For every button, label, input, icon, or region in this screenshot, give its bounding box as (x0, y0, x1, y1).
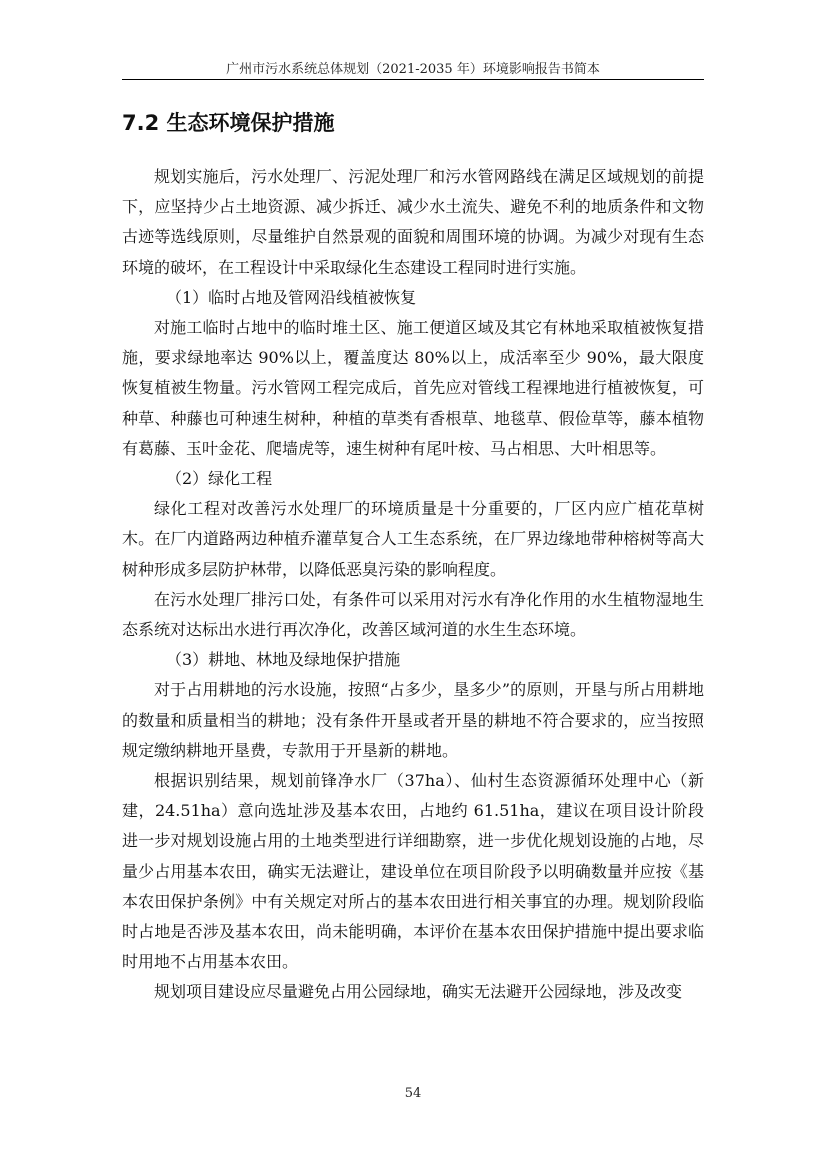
page-number: 54 (404, 1086, 422, 1101)
header-rule (122, 79, 704, 80)
paragraph-vegetation-restoration: 对施工临时占地中的临时堆土区、施工便道区域及其它有林地采取植被恢复措施，要求绿地率达 90%以上，覆盖度达 80%以上，成活率至少 90%，最大限度恢复植被生物量。污水管网工程完成后，首先应对管线工程裸地进行植被恢复，可种草、种藤也可种速生树种，种植的草类有香根草、地毯草、假俭草等，藤本植物有葛藤、玉叶金花、爬墙虎等，速生树种有尾叶桉、马占相思、大叶相思等。 (122, 318, 704, 458)
subheading-vegetation-restoration: （1）临时占地及管网沿线植被恢复 (166, 287, 417, 307)
subheading-greening-project: （2）绿化工程 (166, 469, 273, 489)
running-header: 广州市污水系统总体规划（2021-2035 年）环境影响报告书简本 (226, 62, 600, 77)
paragraph-greening-project: 绿化工程对改善污水处理厂的环境质量是十分重要的，厂区内应广植花草树木。在厂内道路两边种植乔灌草复合人工生态系统，在厂界边缘地带种榕树等高大树种形成多层防护林带，以降低恶臭污染的影响程度。 (122, 499, 704, 579)
paragraph-park-greenland: 规划项目建设应尽量避免占用公园绿地，确实无法避开公园绿地，涉及改变 (154, 982, 683, 1002)
paragraph-intro: 规划实施后，污水处理厂、污泥处理厂和污水管网路线在满足区域规划的前提下，应坚持少占土地资源、减少拆迁、减少水土流失、避免不利的地质条件和文物古迹等选线原则，尽量维护自然景观的面貌和周围环境的协调。为减少对现有生态环境的破坏，在工程设计中采取绿化生态建设工程同时进行实施。 (122, 167, 704, 277)
body-text (122, 162, 704, 1008)
section-title: 7.2 生态环境保护措施 (122, 111, 335, 135)
subheading-land-protection: （3）耕地、林地及绿地保护措施 (166, 650, 401, 670)
paragraph-wetland-purification: 在污水处理厂排污口处，有条件可以采用对污水有净化作用的水生植物湿地生态系统对达标出水进行再次净化，改善区域河道的水生生态环境。 (122, 589, 704, 640)
paragraph-farmland-compensation: 对于占用耕地的污水设施，按照“占多少，垦多少”的原则，开垦与所占用耕地的数量和质量相当的耕地；没有条件开垦或者开垦的耕地不符合要求的，应当按照规定缴纳耕地开垦费，专款用于开垦新的耕地。 (122, 680, 704, 760)
paragraph-basic-farmland: 根据识别结果，规划前锋净水厂（37ha）、仙村生态资源循环处理中心（新建，24.51ha）意向选址涉及基本农田，占地约 61.51ha，建议在项目设计阶段进一步对规划设施占用的土地类型进行详细勘察，进一步优化规划设施的占地，尽量少占用基本农田，确实无法避让，建设单位在项目阶段予以明确数量并应按《基本农田保护条例》中有关规定对所占的基本农田进行相关事宜的办理。规划阶段临时占地是否涉及基本农田，尚未能明确，本评价在基本农田保护措施中提出要求临时用地不占用基本农田。 (122, 771, 704, 972)
